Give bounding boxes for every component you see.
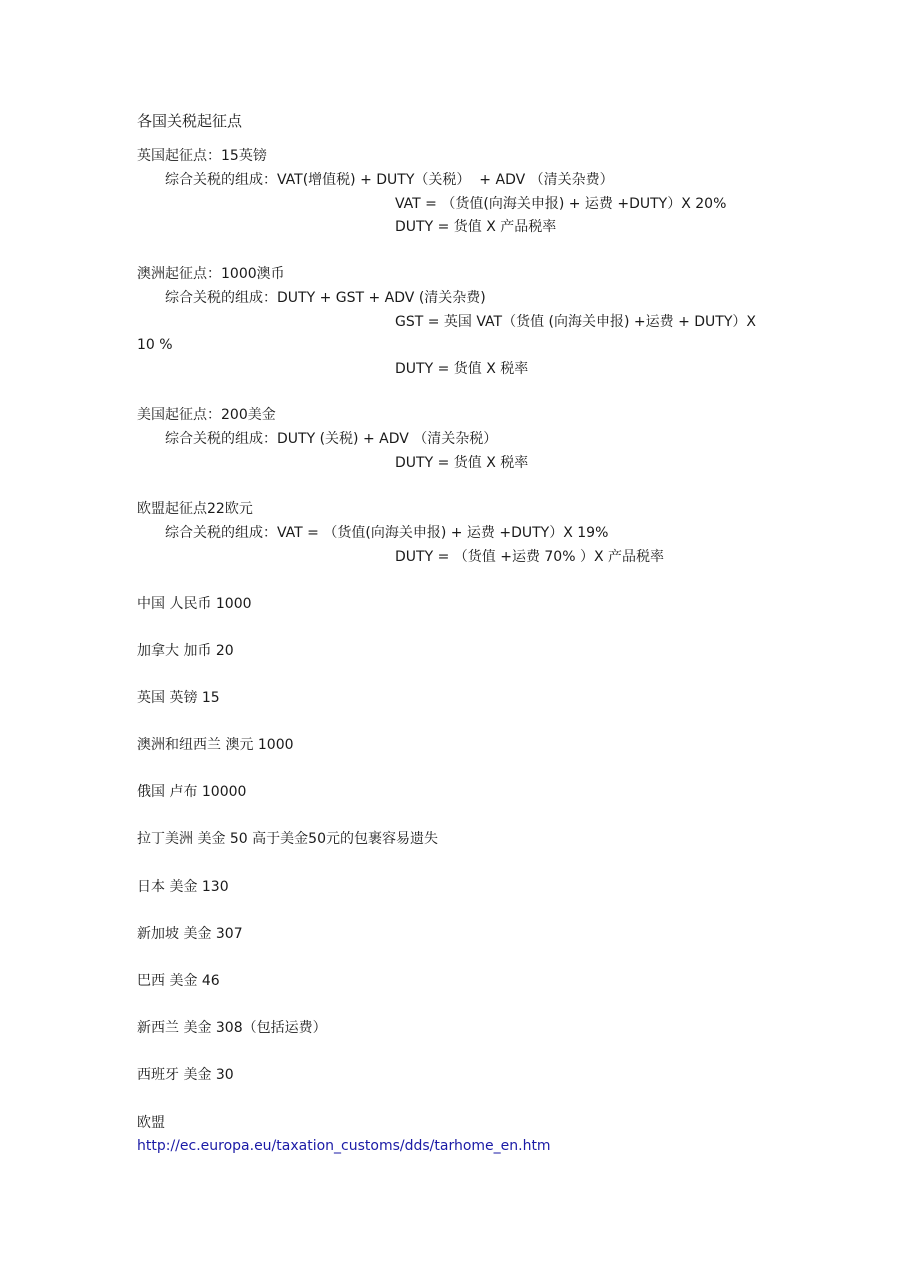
uk-heading: 英国起征点：15英镑 [137, 148, 267, 164]
usa-heading: 美国起征点：200美金 [137, 407, 276, 423]
eu-heading: 欧盟起征点22欧元 [137, 501, 253, 517]
australia-composition: 综合关税的组成：DUTY + GST + ADV (清关杂费) [165, 290, 486, 306]
page-title: 各国关税起征点 [137, 112, 243, 130]
list-item: 加拿大 加币 20 [137, 643, 234, 659]
list-item: 拉丁美洲 美金 50 高于美金50元的包裹容易遗失 [137, 831, 438, 847]
usa-composition: 综合关税的组成：DUTY (关税) + ADV （清关杂税） [165, 431, 498, 447]
list-item: 日本 美金 130 [137, 879, 229, 895]
australia-heading: 澳洲起征点：1000澳币 [137, 266, 285, 282]
list-item: 俄国 卢布 10000 [137, 784, 247, 800]
list-item: 澳洲和纽西兰 澳元 1000 [137, 737, 294, 753]
list-item: 新加坡 美金 307 [137, 926, 243, 942]
list-item: 西班牙 美金 30 [137, 1067, 234, 1083]
list-item: 英国 英镑 15 [137, 690, 220, 706]
list-item: 中国 人民币 1000 [137, 596, 252, 612]
uk-composition: 综合关税的组成：VAT(增值税) + DUTY（关税） + ADV （清关杂费） [165, 172, 614, 188]
eu-composition: 综合关税的组成：VAT = （货值(向海关申报) + 运费 +DUTY）X 19% [165, 525, 609, 541]
eu-taxation-link[interactable]: http://ec.europa.eu/taxation_customs/dds/tarhome_en.htm [137, 1138, 551, 1154]
list-item: 新西兰 美金 308（包括运费） [137, 1020, 327, 1036]
eu-duty-formula: DUTY = （货值 +运费 70% ）X 产品税率 [395, 549, 665, 565]
australia-duty-formula: DUTY = 货值 X 税率 [395, 361, 529, 377]
australia-gst-formula-cont: 10 % [137, 337, 173, 353]
usa-duty-formula: DUTY = 货值 X 税率 [395, 455, 529, 471]
eu-link-label: 欧盟 [137, 1115, 165, 1131]
australia-gst-formula: GST = 英国 VAT（货值 (向海关申报) +运费 + DUTY）X [395, 314, 756, 330]
list-item: 巴西 美金 46 [137, 973, 220, 989]
uk-vat-formula: VAT = （货值(向海关申报) + 运费 +DUTY）X 20% [395, 196, 727, 212]
uk-duty-formula: DUTY = 货值 X 产品税率 [395, 219, 557, 235]
